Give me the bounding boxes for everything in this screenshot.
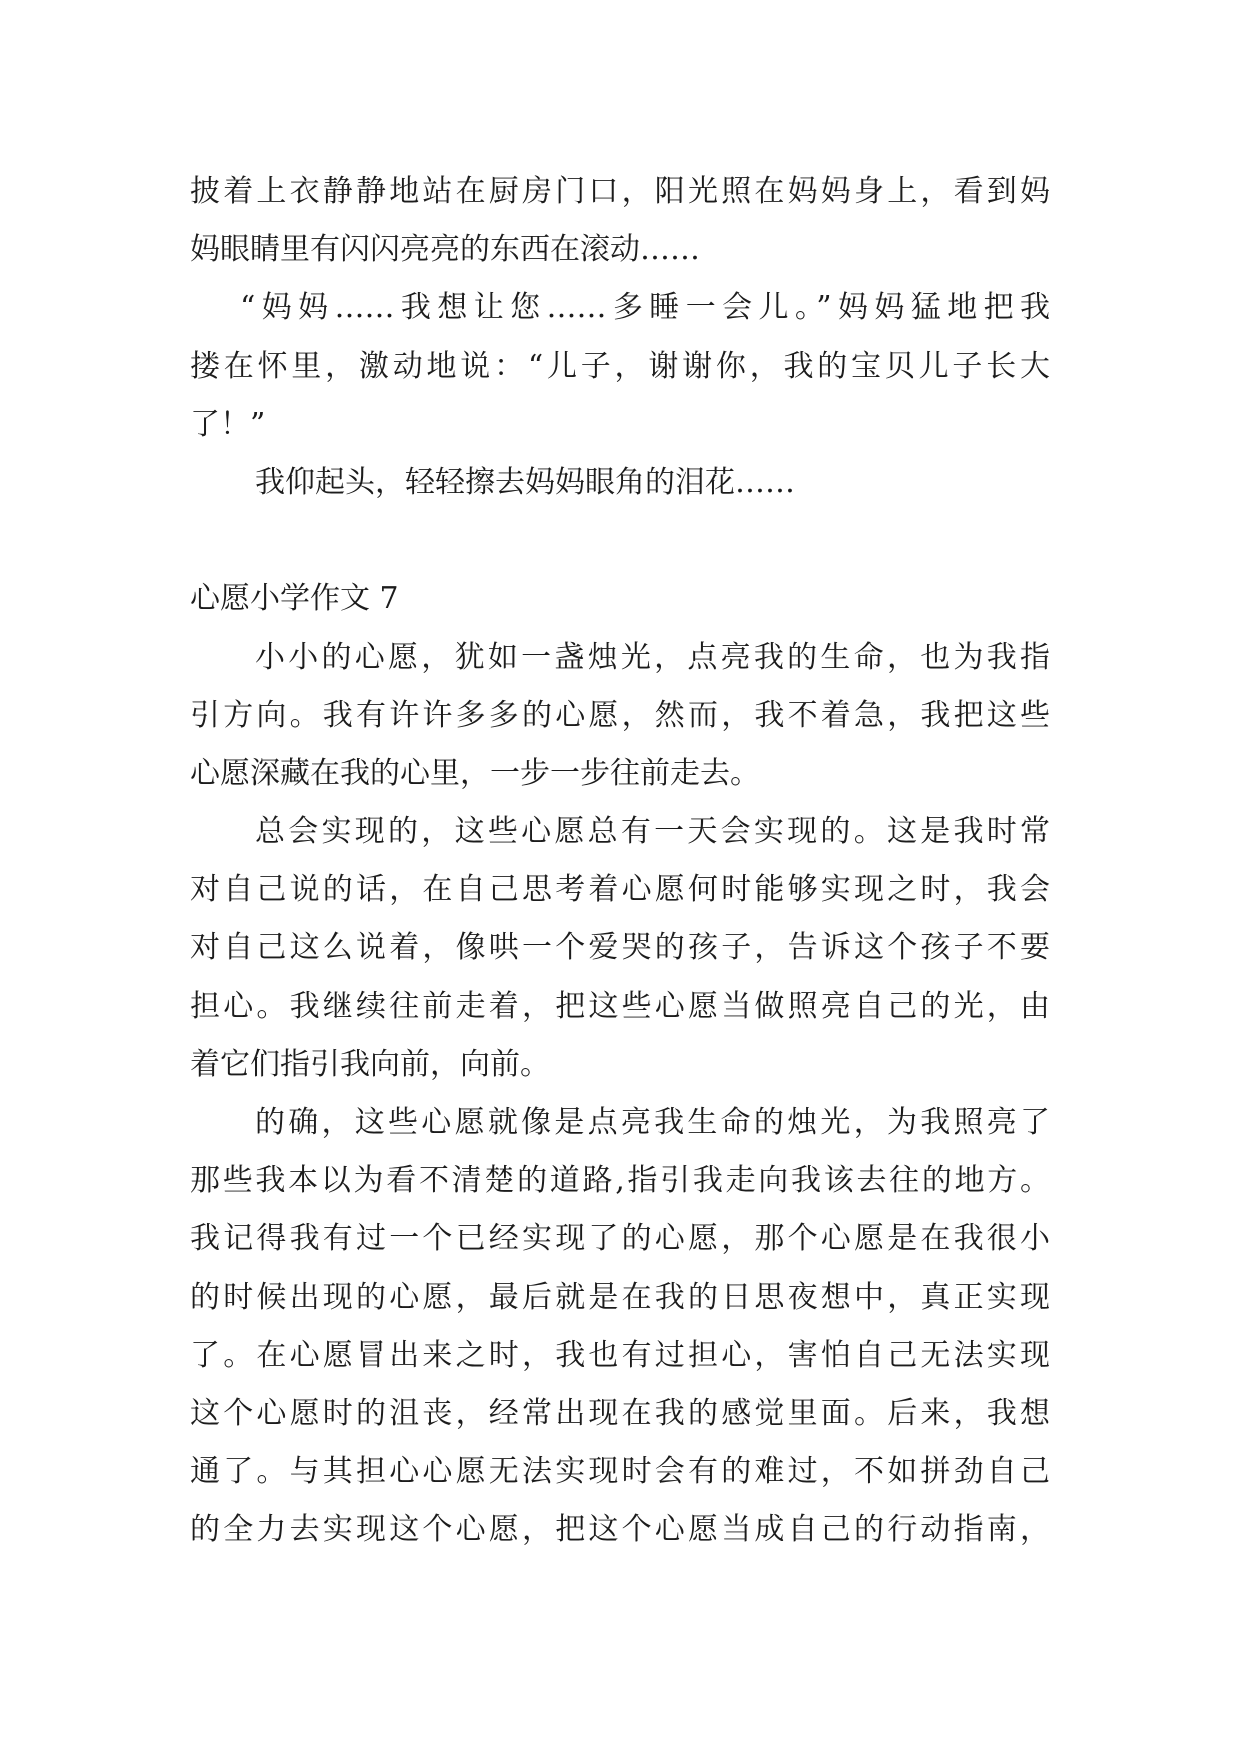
paragraph-line: 对自己这么说着，像哄一个爱哭的孩子，告诉这个孩子不要 [190,930,1050,966]
paragraph-line: 担心。我继续往前走着，把这些心愿当做照亮自己的光，由 [190,988,1050,1024]
paragraph-line: 小小的心愿，犹如一盏烛光，点亮我的生命，也为我指 [255,639,1050,675]
paragraph-line: 了。在心愿冒出来之时，我也有过担心，害怕自己无法实现 [190,1337,1050,1373]
paragraph-line: 总会实现的，这些心愿总有一天会实现的。这是我时常 [255,814,1050,850]
paragraph-line: 的时候出现的心愿，最后就是在我的日思夜想中，真正实现 [190,1279,1050,1315]
section-gap [190,512,1050,570]
paragraph-line: 我仰起头，轻轻擦去妈妈眼角的泪花…… [255,464,795,500]
paragraph-line: 对自己说的话，在自己思考着心愿何时能够实现之时，我会 [190,872,1050,908]
paragraph-line: 着它们指引我向前，向前。 [190,1046,550,1082]
paragraph-line: 那些我本以为看不清楚的道路,指引我走向我该去往的地方。 [190,1163,1050,1199]
paragraph-line: “妈妈……我想让您……多睡一会儿。”妈妈猛地把我 [240,290,1050,326]
paragraph-line: 妈眼睛里有闪闪亮亮的东西在滚动…… [190,232,700,268]
paragraph-line: 搂在怀里，激动地说：“儿子，谢谢你，我的宝贝儿子长大 [190,348,1050,384]
paragraph-line: 的全力去实现这个心愿，把这个心愿当成自己的行动指南， [190,1512,1050,1548]
paragraph-line: 的确，这些心愿就像是点亮我生命的烛光，为我照亮了 [255,1105,1050,1140]
paragraph-line: 通了。与其担心心愿无法实现时会有的难过，不如拼劲自己 [190,1454,1050,1490]
paragraph-line: 了！” [190,406,266,442]
section-title: 心愿小学作文 7 [190,581,399,617]
paragraph-line: 这个心愿时的沮丧，经常出现在我的感觉里面。后来，我想 [190,1395,1050,1431]
paragraph-line: 披着上衣静静地站在厨房门口，阳光照在妈妈身上，看到妈 [190,174,1050,209]
paragraph-line: 心愿深藏在我的心里，一步一步往前走去。 [190,755,760,791]
paragraph-line: 引方向。我有许许多多的心愿，然而，我不着急，我把这些 [190,697,1050,733]
document-body [190,163,1050,1560]
paragraph-line: 我记得我有过一个已经实现了的心愿，那个心愿是在我很小 [190,1221,1050,1257]
